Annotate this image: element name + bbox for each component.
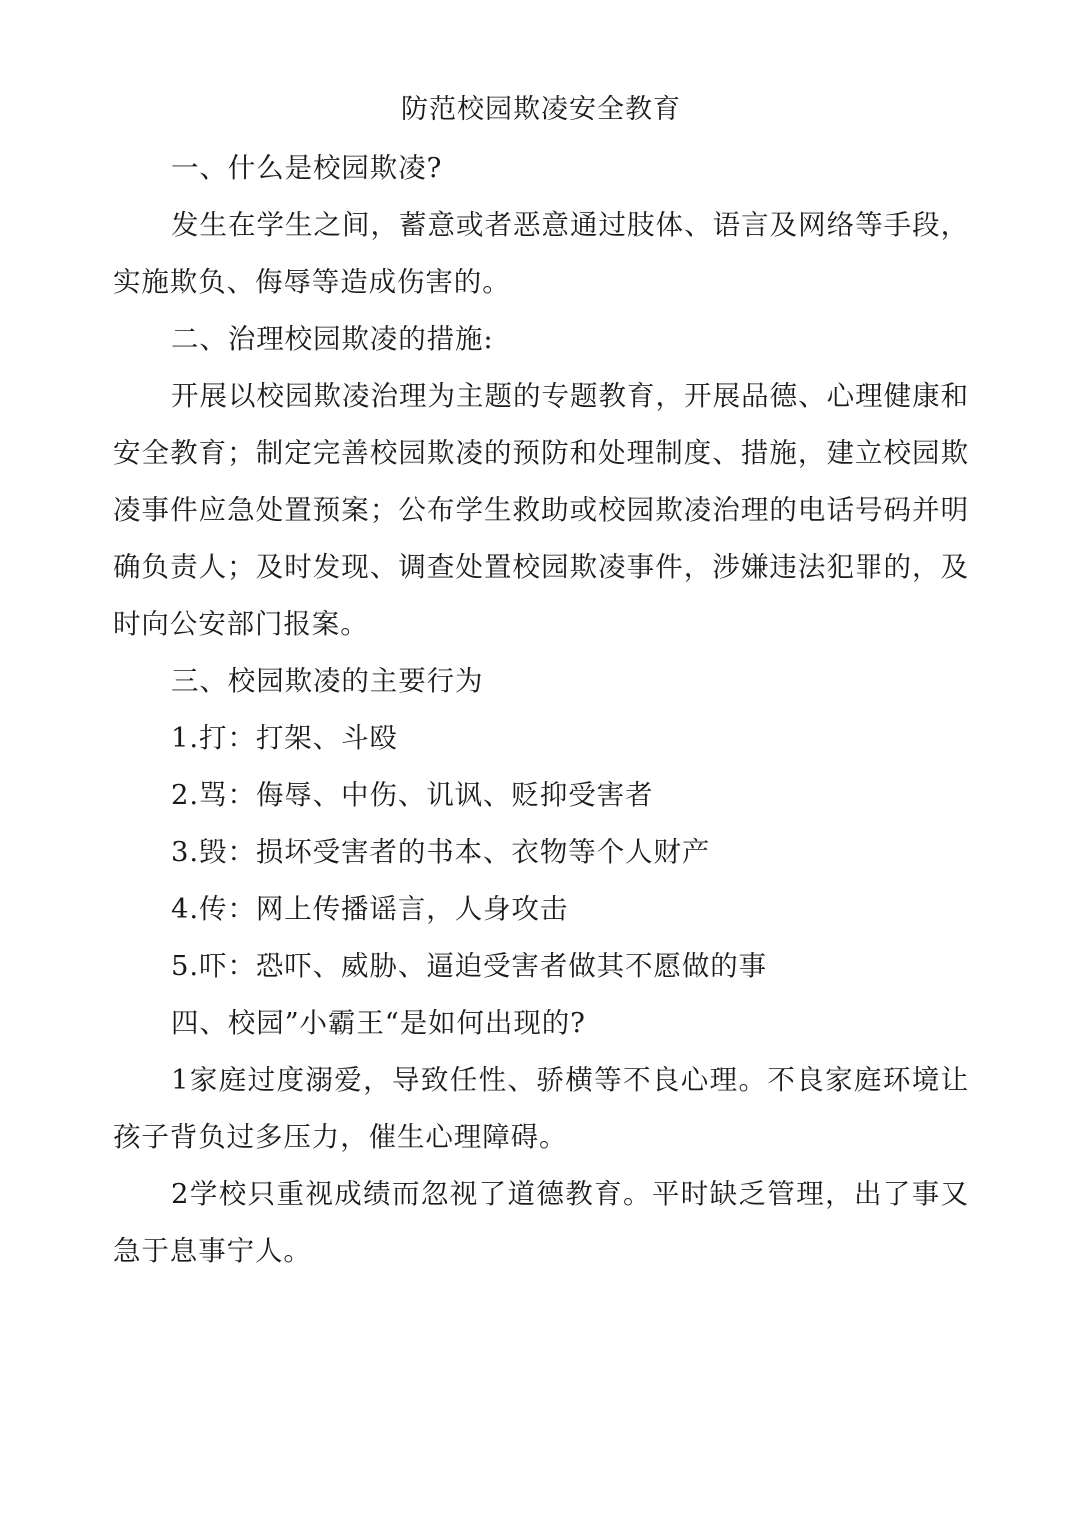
- behavior-item-hit: 1.打：打架、斗殴: [171, 722, 398, 754]
- section-heading-1: 一、什么是校园欺凌?: [171, 152, 443, 184]
- behavior-item-spread: 4.传：网上传播谣言，人身攻击: [171, 893, 569, 925]
- section-heading-4: 四、校园”小霸王“是如何出现的?: [171, 1007, 586, 1039]
- behavior-item-scare: 5.吓：恐吓、威胁、逼迫受害者做其不愿做的事: [171, 950, 768, 982]
- section-1-paragraph: 发生在学生之间，蓄意或者恶意通过肢体、语言及网络等手段，实施欺负、侮辱等造成伤害的。: [113, 209, 969, 298]
- section-2-paragraph: 开展以校园欺凌治理为主题的专题教育，开展品德、心理健康和安全教育；制定完善校园欺凌的预防和处理制度、措施，建立校园欺凌事件应急处置预案；公布学生救助或校园欺凌治理的电话号码并明确负责人；及时发现、调查处置校园欺凌事件，涉嫌违法犯罪的，及时向公安部门报案。: [113, 380, 969, 640]
- behavior-item-scold: 2.骂：侮辱、中伤、讥讽、贬抑受害者: [171, 779, 654, 811]
- document-title: 防范校园欺凌安全教育: [401, 94, 681, 125]
- section-heading-3: 三、校园欺凌的主要行为: [171, 665, 484, 697]
- section-heading-2: 二、治理校园欺凌的措施:: [171, 323, 494, 355]
- document-page: [113, 80, 969, 1280]
- behavior-item-destroy: 3.毁：损坏受害者的书本、衣物等个人财产: [171, 836, 711, 868]
- section-4-paragraph-1: 1家庭过度溺爱，导致任性、骄横等不良心理。不良家庭环境让孩子背负过多压力，催生心理障碍。: [113, 1064, 969, 1153]
- section-4-paragraph-2: 2学校只重视成绩而忽视了道德教育。平时缺乏管理，出了事又急于息事宁人。: [113, 1178, 969, 1267]
